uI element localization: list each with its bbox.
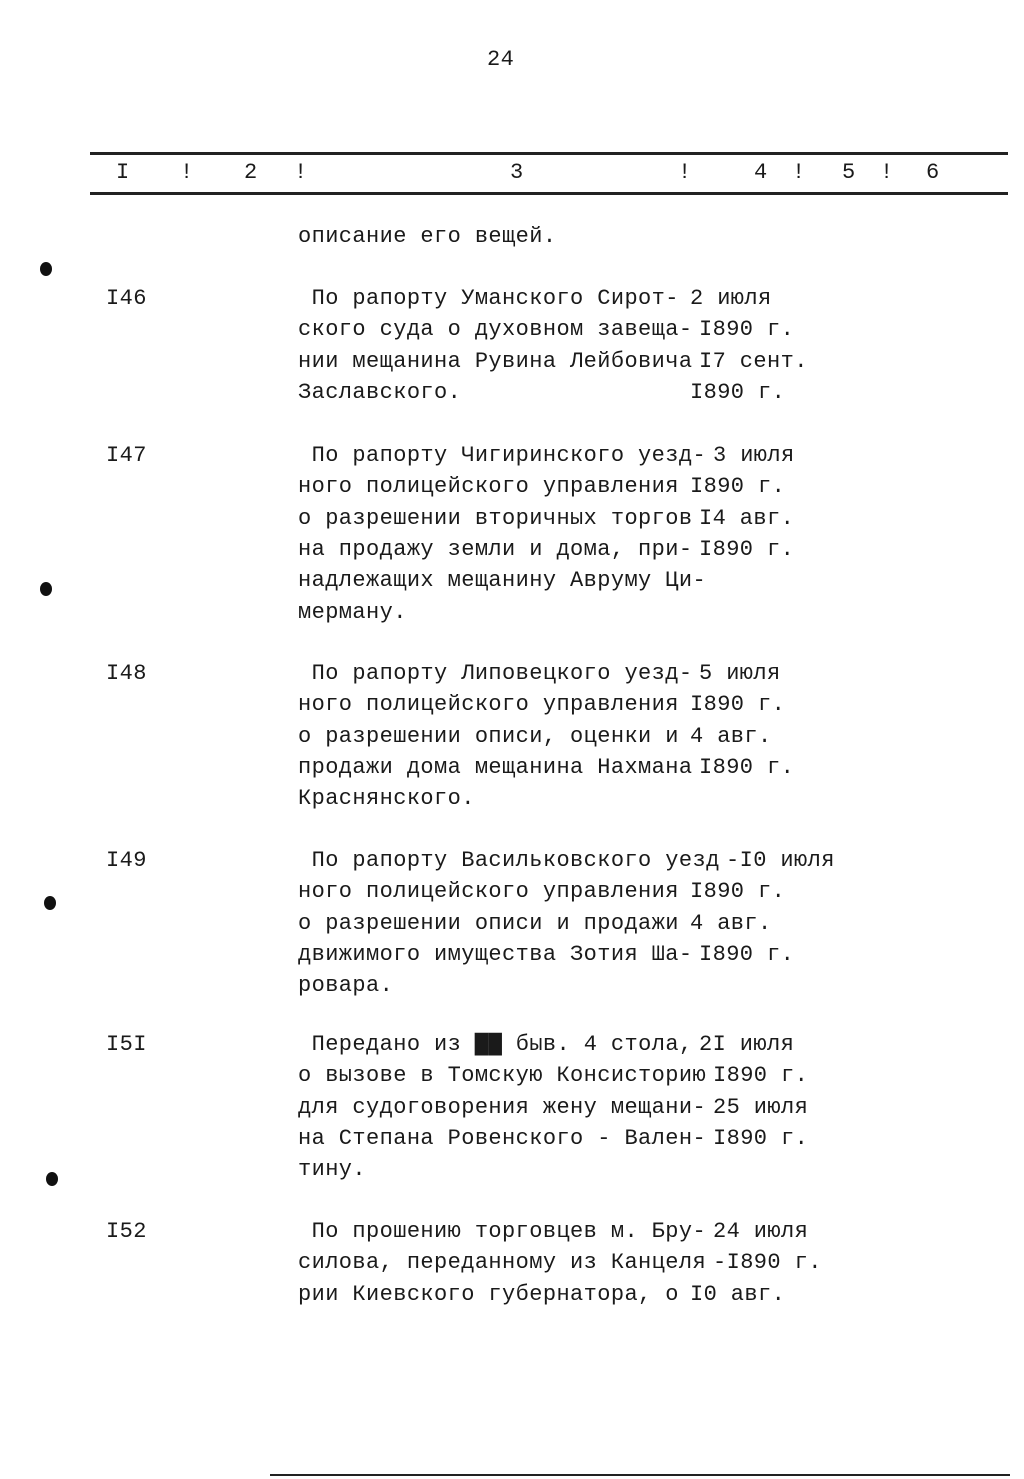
entry-description-line: надлежащих мещанину Авруму Ци- xyxy=(298,568,707,594)
col-4-header: 4 xyxy=(754,160,768,185)
entry-date: 25 июля xyxy=(713,1094,809,1120)
header-top-rule xyxy=(90,152,1008,155)
entry-description-line: ного полицейского управления xyxy=(298,474,679,500)
entry-description-line: рии Киевского губернатора, о xyxy=(298,1281,679,1307)
entry-description-line: Краснянского. xyxy=(298,786,475,812)
entry-date: I890 г. xyxy=(699,536,795,562)
col-sep: ! xyxy=(294,160,308,185)
entry-date: I0 авг. xyxy=(690,1281,786,1307)
entry-date: 2I июля xyxy=(699,1032,795,1057)
entry-description-line: По рапорту Липовецкого уезд- xyxy=(298,661,693,686)
binder-hole-mark xyxy=(40,582,52,596)
col-6-header: 6 xyxy=(926,160,940,185)
bottom-edge-rule xyxy=(270,1474,1010,1476)
entry-date: I890 г. xyxy=(713,1125,809,1151)
col-sep: ! xyxy=(678,160,692,185)
entry-description-line: По рапорту Чигиринского уезд- xyxy=(298,443,707,468)
binder-hole-mark xyxy=(40,262,52,276)
entry-number: I47 xyxy=(106,443,147,468)
entry-description-line: мерману. xyxy=(298,599,407,625)
entry-description-line: По прошению торговцев м. Бру- xyxy=(298,1219,707,1244)
entry-description-line: для судоговорения жену мещани- xyxy=(298,1094,707,1120)
entry-description-line: ского суда о духовном завеща- xyxy=(298,317,693,343)
entry-date: 4 авг. xyxy=(690,723,772,749)
entry-date: I890 г. xyxy=(690,692,786,718)
entry-date: -I890 г. xyxy=(713,1250,822,1276)
col-sep: ! xyxy=(792,160,806,185)
entry-description-line: силова, переданному из Канцеля xyxy=(298,1250,707,1276)
entry-date: I890 г. xyxy=(699,754,795,780)
entry-description-line: о вызове в Томскую Консисторию xyxy=(298,1063,707,1089)
entry-date: I7 сент. xyxy=(699,348,808,374)
entry-date: I4 авг. xyxy=(699,505,795,531)
entry-date: I890 г. xyxy=(690,379,786,405)
entry-description-line: Передано из ▇▇ быв. 4 стола, xyxy=(298,1032,693,1057)
entry-description-line: ного полицейского управления xyxy=(298,879,679,905)
entry-date: 2 июля xyxy=(690,286,772,311)
entry-date: 4 авг. xyxy=(690,910,772,936)
entry-description-line: ровара. xyxy=(298,973,394,999)
entry-date: 24 июля xyxy=(713,1219,809,1244)
continuation-text: описание его вещей. xyxy=(298,224,557,249)
entry-description-line: о разрешении описи и продажи xyxy=(298,910,679,936)
header-bottom-rule xyxy=(90,192,1008,195)
entry-description-line: движимого имущества Зотия Ша- xyxy=(298,941,693,967)
entry-description-line: нии мещанина Рувина Лейбовича xyxy=(298,348,693,374)
entry-description-line: По рапорту Васильковского уезд xyxy=(298,848,720,873)
col-2-header: 2 xyxy=(244,160,258,185)
col-sep: ! xyxy=(880,160,894,185)
entry-date: I890 г. xyxy=(690,474,786,500)
entry-description-line: ного полицейского управления xyxy=(298,692,679,718)
col-sep: ! xyxy=(180,160,194,185)
entry-description-line: о разрешении вторичных торгов xyxy=(298,505,693,531)
entry-date: I890 г. xyxy=(699,941,795,967)
entry-date: -I0 июля xyxy=(726,848,835,873)
entry-description-line: о разрешении описи, оценки и xyxy=(298,723,679,749)
binder-hole-mark xyxy=(44,896,56,910)
entry-date: 3 июля xyxy=(713,443,795,468)
entry-date: I890 г. xyxy=(713,1063,809,1089)
entry-description-line: продажи дома мещанина Нахмана xyxy=(298,754,693,780)
col-5-header: 5 xyxy=(842,160,856,185)
col-1-header: I xyxy=(116,160,130,185)
page-number: 24 xyxy=(487,47,515,72)
entry-date: I890 г. xyxy=(690,879,786,905)
binder-hole-mark xyxy=(46,1172,58,1186)
col-3-header: 3 xyxy=(510,160,524,185)
entry-number: I48 xyxy=(106,661,147,686)
entry-description-line: на продажу земли и дома, при- xyxy=(298,536,693,562)
entry-date: I890 г. xyxy=(699,317,795,343)
entry-description-line: По рапорту Уманского Сирот- xyxy=(298,286,679,311)
entry-number: I46 xyxy=(106,286,147,311)
entry-description-line: Заславского. xyxy=(298,379,462,405)
entry-number: I52 xyxy=(106,1219,147,1244)
entry-number: I49 xyxy=(106,848,147,873)
entry-date: 5 июля xyxy=(699,661,781,686)
entry-number: I5I xyxy=(106,1032,147,1057)
entry-description-line: тину. xyxy=(298,1157,367,1183)
entry-description-line: на Степана Ровенского - Вален- xyxy=(298,1125,707,1151)
